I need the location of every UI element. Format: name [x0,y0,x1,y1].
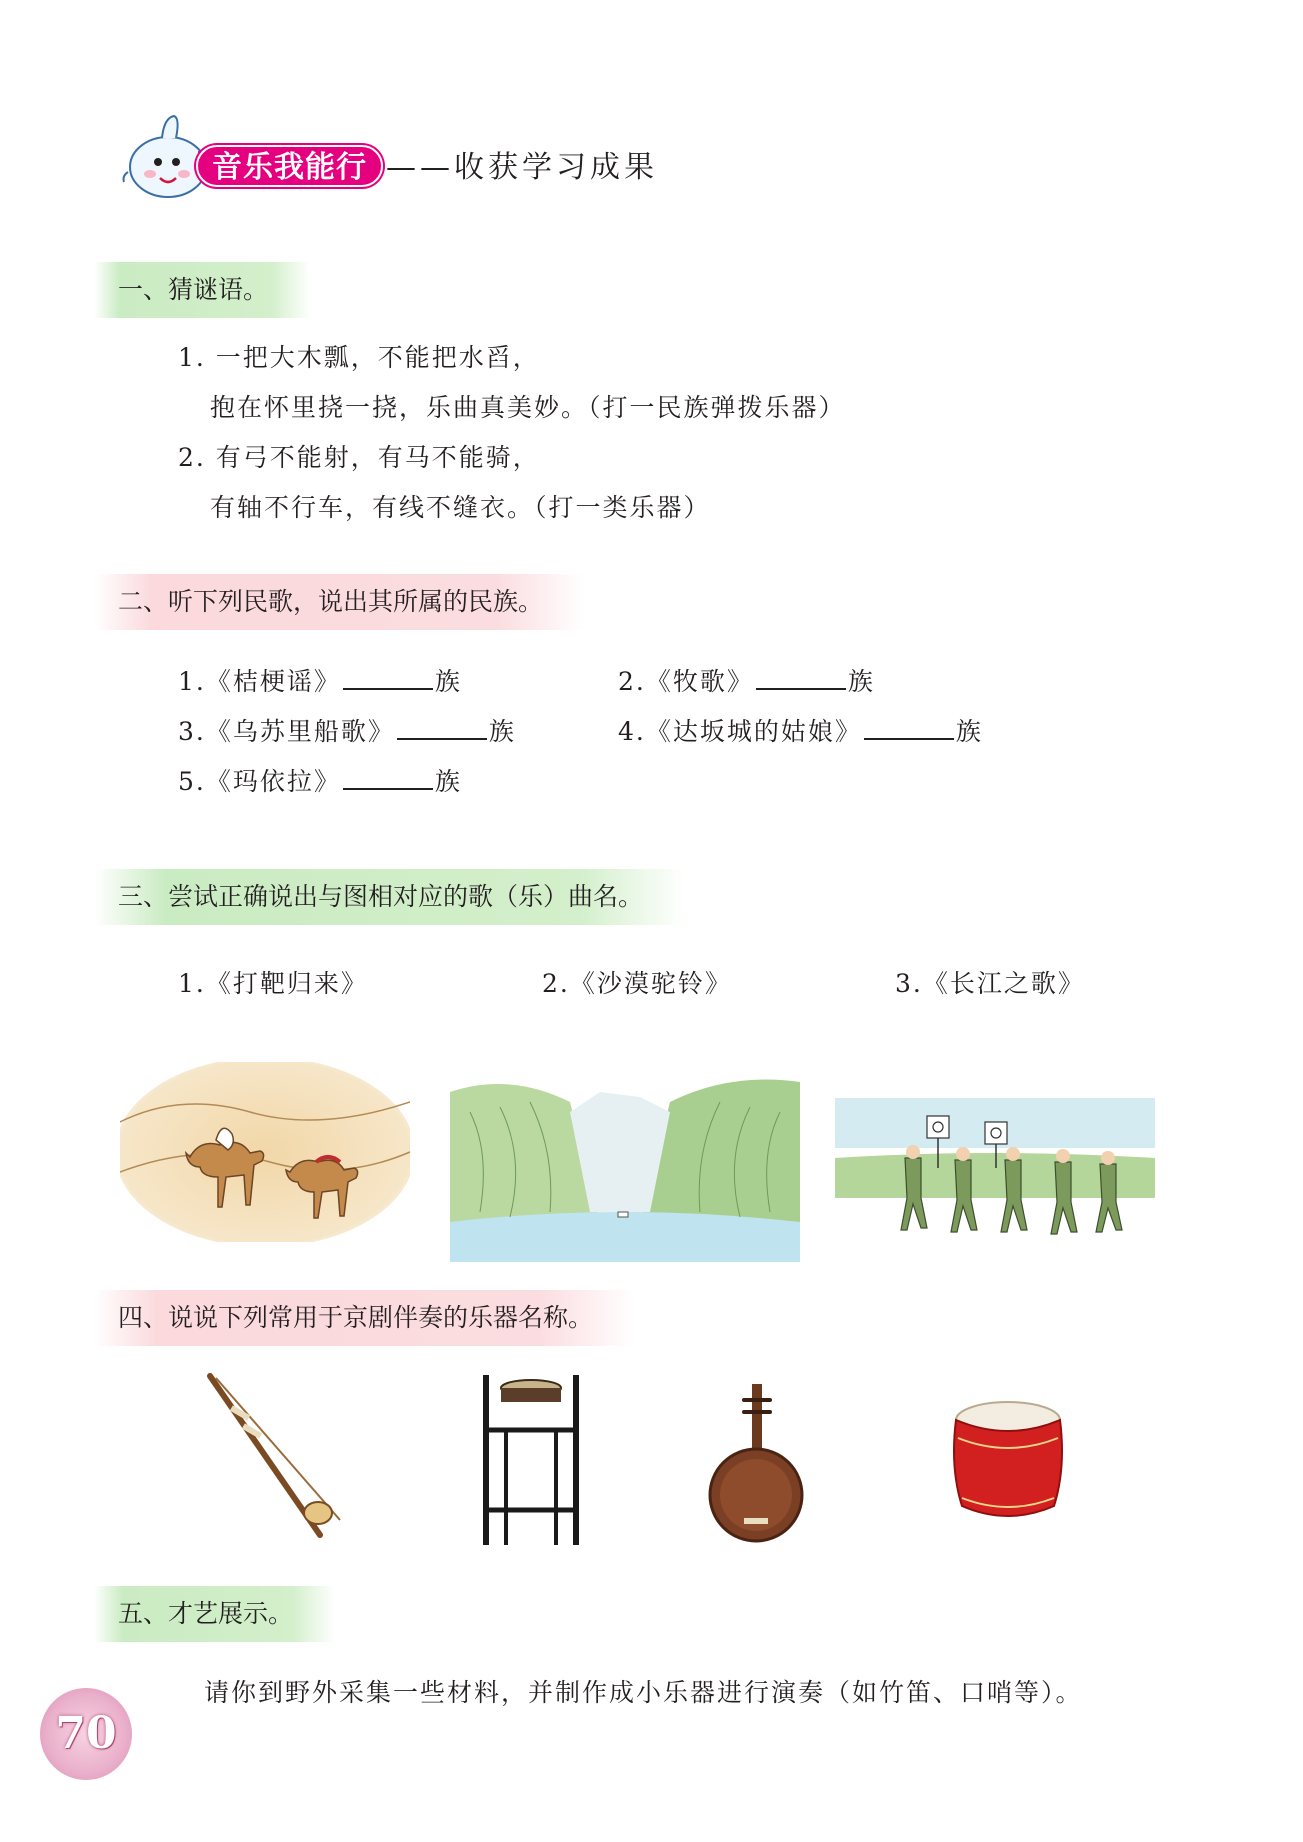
page-number-badge [40,1688,132,1780]
marching-soldiers-illustration [835,1088,1155,1248]
section-1-heading: 一、猜谜语。 [94,262,310,318]
jinghu-instrument-icon [200,1370,350,1545]
folk-song-title: 5.《玛依拉》 [178,767,341,796]
folk-song-item [618,665,875,699]
ethnic-suffix: 族 [434,667,462,696]
folk-song-title: 1.《桔梗谣》 [178,667,341,696]
ethnic-suffix: 族 [434,767,462,796]
answer-blank[interactable] [397,718,487,740]
talent-show-instructions: 请你到野外采集一些材料，并制作成小乐器进行演奏（如竹笛、口哨等）。 [204,1678,1083,1707]
folk-song-item [178,765,462,799]
section-3-heading: 三、尝试正确说出与图相对应的歌（乐）曲名。 [94,869,685,925]
header-subtitle: ——收获学习成果 [386,150,658,185]
folk-song-item [618,715,983,749]
ethnic-suffix: 族 [488,717,516,746]
drum-stand-instrument-icon [476,1370,586,1550]
folk-song-title: 2.《牧歌》 [618,667,754,696]
answer-blank[interactable] [756,668,846,690]
page-number: 70 [55,1708,117,1759]
riddle-1-line-1: 1. 一把大木瓢，不能把水舀， [178,343,540,372]
riddle-1-line-2: 抱在怀里挠一挠，乐曲真美妙。（打一民族弹拨乐器） [210,393,846,422]
header-title: 音乐我能行 [196,145,383,187]
song-title-3: 3.《长江之歌》 [895,969,1085,998]
folk-song-item [178,715,516,749]
page-header [118,112,818,202]
ethnic-suffix: 族 [847,667,875,696]
song-title-2: 2.《沙漠驼铃》 [542,969,732,998]
answer-blank[interactable] [343,668,433,690]
section-5-heading: 五、才艺展示。 [94,1586,335,1642]
section-2-heading: 二、听下列民歌，说出其所属的民族。 [94,574,585,630]
riddle-2-line-1: 2. 有弓不能射，有马不能骑， [178,443,540,472]
answer-blank[interactable] [343,768,433,790]
yueqin-instrument-icon [700,1380,810,1550]
desert-camel-illustration [120,1062,410,1242]
answer-blank[interactable] [864,718,954,740]
riddle-2-line-2: 有轴不行车，有线不缝衣。（打一类乐器） [210,493,711,522]
section-4-heading: 四、说说下列常用于京剧伴奏的乐器名称。 [94,1290,635,1346]
folk-song-title: 3.《乌苏里船歌》 [178,717,395,746]
ethnic-suffix: 族 [955,717,983,746]
red-drum-instrument-icon [948,1398,1068,1528]
song-title-1: 1.《打靶归来》 [178,969,368,998]
folk-song-title: 4.《达坂城的姑娘》 [618,717,862,746]
folk-song-item [178,665,462,699]
river-gorge-illustration [450,1072,800,1262]
